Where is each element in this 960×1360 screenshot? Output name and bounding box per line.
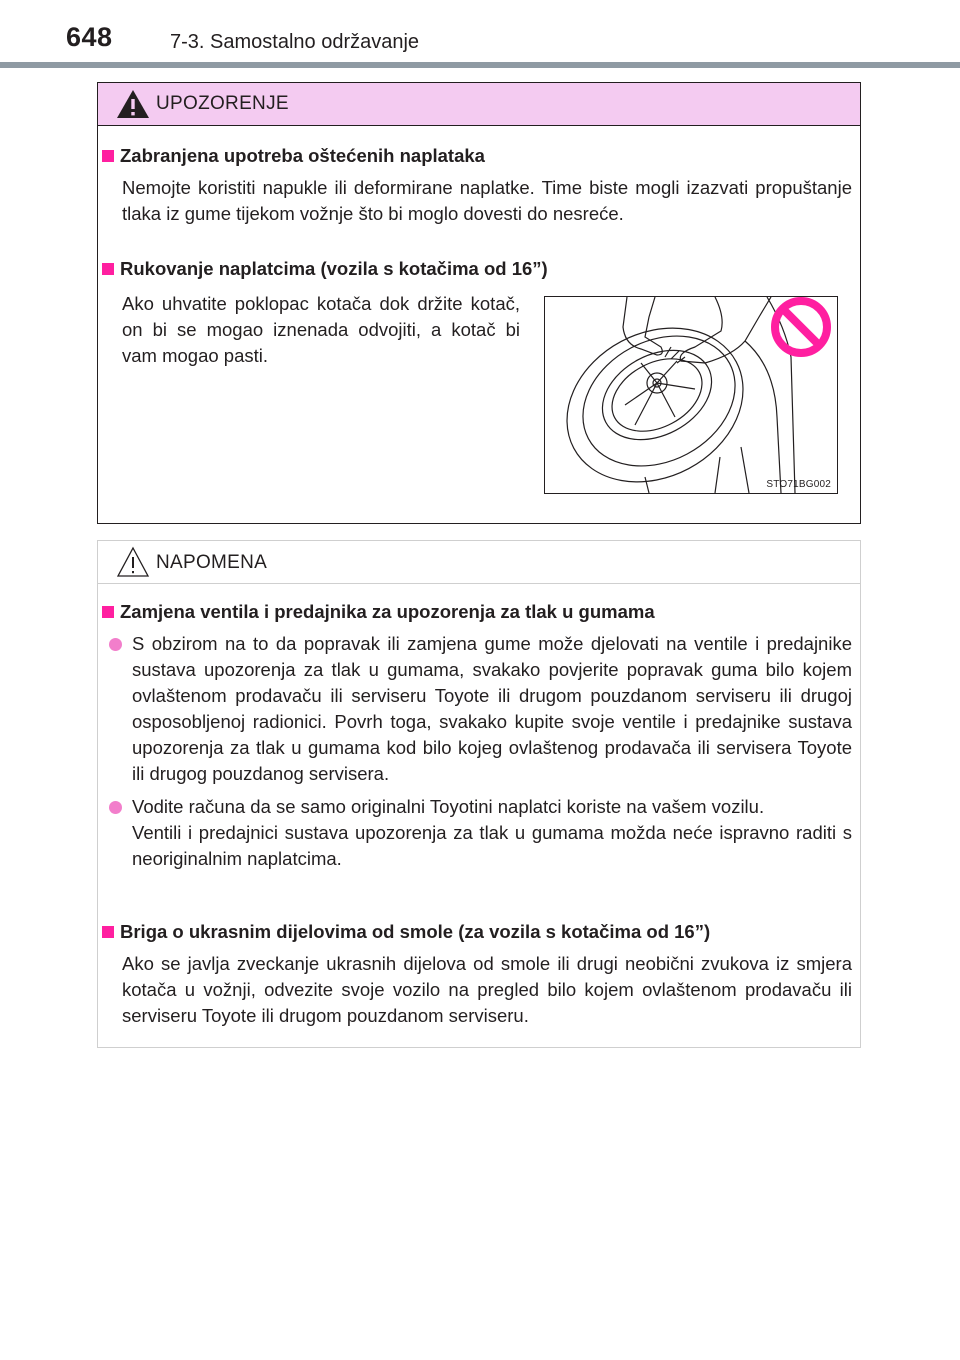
- note-item-body: Ako se javlja zveckanje ukrasnih dijelova od smole ili drugi neobični zvukova iz smjera kotača u vožnji, odvezite svoje vozilo na pregled bilo kojem ovlaštenom prodavaču ili serviseru Toyote ili drugom pouzdanom serviseru.: [122, 953, 852, 1026]
- square-bullet-icon: [102, 926, 114, 938]
- note-box: [97, 540, 861, 1048]
- note-bullet: Vodite računa da se samo originalni Toyotini naplatci koriste na vašem vozilu.: [98, 794, 862, 820]
- warning-item-body: Ako uhvatite poklopac kotača dok držite kotač, on bi se mogao iznenada odvojiti, a kotač bi vam mogao pasti.: [122, 293, 520, 366]
- round-bullet-icon: [109, 638, 122, 651]
- warning-item-rim-handling: [98, 256, 862, 282]
- square-bullet-icon: [102, 606, 114, 618]
- warning-box: [97, 82, 861, 524]
- warning-triangle-icon: [116, 89, 150, 119]
- caution-triangle-icon: [116, 546, 150, 578]
- wheel-handling-illustration: [544, 296, 838, 494]
- round-bullet-icon: [109, 801, 122, 814]
- tire-illustration-icon: [545, 297, 837, 493]
- page-number: 648: [66, 22, 113, 52]
- page-header: [0, 0, 960, 70]
- note-bullet-continuation: Ventili i predajnici sustava upozorenja za tlak u gumama možda neće ispravno raditi s neoriginalnim naplatcima.: [132, 822, 852, 869]
- section-title: 7-3. Samostalno održavanje: [170, 31, 420, 53]
- figure-code: STO71BG002: [766, 479, 831, 490]
- warning-item-heading: Zabranjena upotreba oštećenih naplataka: [98, 143, 862, 169]
- square-bullet-icon: [102, 263, 114, 275]
- note-item-heading: Zamjena ventila i predajnika za upozorenja za tlak u gumama: [98, 599, 862, 625]
- note-item-tpms: [98, 599, 862, 872]
- warning-header: [98, 83, 860, 126]
- note-bullet: S obzirom na to da popravak ili zamjena gume može djelovati na ventile i predajnike sustava upozorenja za tlak u gumama, svakako povjerite popravak guma bilo kojem ovlaštenom prodavaču ili serviseru Toyote ili drugom pouzdanom serviseru ili drugoj osposobljenoj radionici. Povrh toga, svakako kupite svoje ventile i predajnike sustava upozorenja za tlak u gumama kod bilo kojeg ovlaštenog prodavača ili servisera Toyote ili drugog pouzdanog servisera.: [98, 631, 862, 787]
- square-bullet-icon: [102, 150, 114, 162]
- warning-item-damaged-rims: [98, 143, 862, 227]
- warning-title: UPOZORENJE: [156, 93, 289, 114]
- note-item-heading: Briga o ukrasnim dijelovima od smole (za vozila s kotačima od 16”): [98, 919, 862, 945]
- note-title: NAPOMENA: [156, 552, 268, 573]
- warning-item-heading: Rukovanje naplatcima (vozila s kotačima od 16”): [98, 256, 862, 282]
- warning-item-body: Nemojte koristiti napukle ili deformirane naplatke. Time biste mogli izazvati propuštanje tlaka iz gume tijekom vožnje što bi moglo dovesti do nesreće.: [122, 177, 852, 224]
- note-header: [98, 541, 860, 584]
- header-rule: [0, 62, 960, 68]
- note-item-resin-parts: [98, 919, 862, 1029]
